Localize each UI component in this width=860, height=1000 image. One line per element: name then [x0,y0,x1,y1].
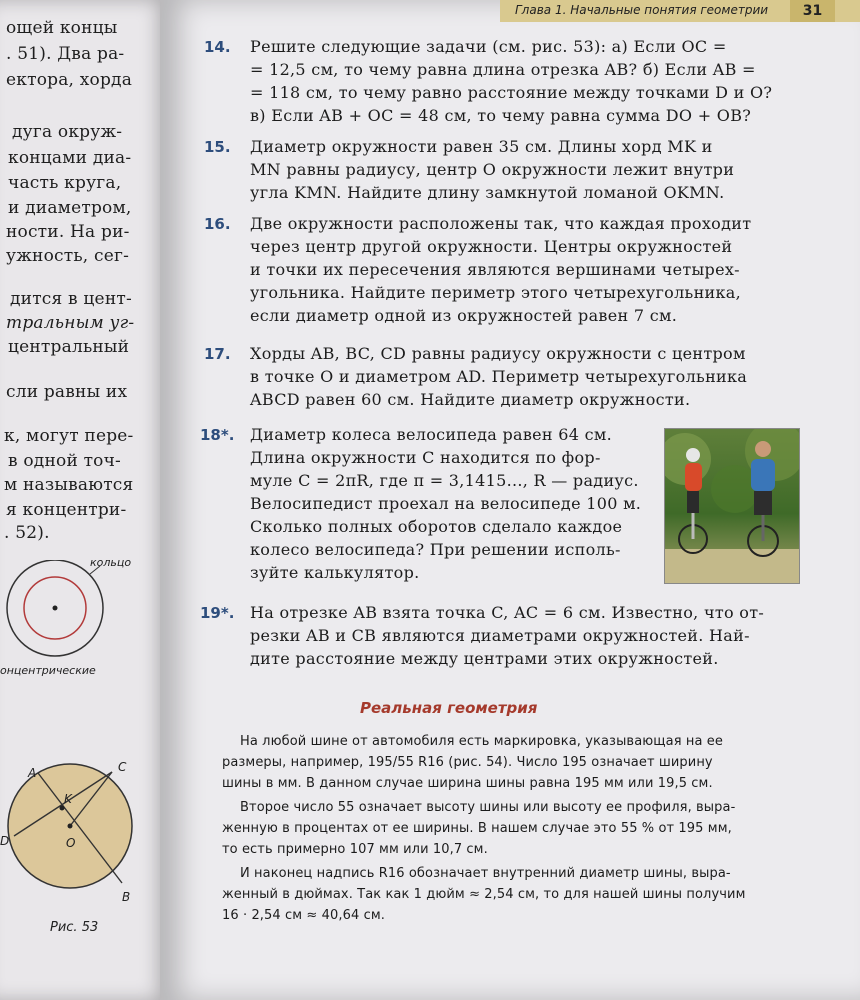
problem-number-15: 15. [204,138,231,156]
problem-18-line: Диаметр колеса велосипеда равен 64 см. [250,425,613,444]
problem-15-line: MN равны радиусу, центр O окружности лежит внутри [250,160,735,179]
left-text-line: часть круга, [8,173,122,193]
problem-number-18: 18*. [200,426,235,444]
paragraph-line: женный в дюймах. Так как 1 дюйм ≈ 2,54 см, то для нашей шины получим [222,887,746,902]
left-text-line: ужность, сег- [6,246,130,266]
left-text-line: к, могут пере- [4,426,134,446]
paragraph-line: Второе число 55 означает высоту шины или высоту ее профиля, выра- [240,800,736,815]
problem-14-line: = 118 см, то чему равно расстояние между точками D и O? [250,83,773,102]
point-label-k: K [64,792,72,806]
left-text-line: в одной точ- [8,451,121,471]
paragraph-line: шины в мм. В данном случае ширина шины равна 195 мм или 19,5 см. [222,776,713,791]
problem-14-line: = 12,5 см, то чему равна длина отрезка AB? б) Если AB = [250,60,756,79]
fig52-caption: онцентрические [0,664,96,677]
section-title: Реальная геометрия [360,699,538,717]
problem-number-16: 16. [204,215,231,233]
problem-15-line: Диаметр окружности равен 35 см. Длины хорд MK и [250,137,713,156]
left-text-line: концами диа- [8,148,132,168]
paragraph-line: На любой шине от автомобиля есть маркировка, указывающая на ее [240,734,723,749]
point-label-a: A [28,766,37,780]
left-text-line: тральным уг- [6,313,135,333]
fig53-caption: Рис. 53 [50,920,99,935]
left-text-line: и диаметром, [8,198,132,218]
left-text-line: центральный [8,337,130,357]
problem-15-line: угла KMN. Найдите длину замкнутой ломаной OKMN. [250,183,725,202]
problem-19-line: На отрезке AB взята точка C, AC = 6 см. Известно, что от- [250,603,765,622]
left-text-line: дится в цент- [10,289,132,309]
paragraph-line: женную в процентах от ее ширины. В нашем случае это 55 % от 195 мм, [222,821,732,836]
problem-18-line: Велосипедист проехал на велосипеде 100 м. [250,494,642,513]
problem-19-line: дите расстояние между центрами этих окружностей. [250,649,719,668]
left-page [0,0,172,1000]
problem-18-line: колесо велосипеда? При решении исполь- [250,540,621,559]
problem-number-14: 14. [204,38,231,56]
left-text-line: дуга окруж- [12,122,123,142]
left-text-line: ощей концы [6,18,118,38]
point-label-c: C [118,760,127,774]
paragraph-line: размеры, например, 195/55 R16 (рис. 54). Число 195 означает ширину [222,755,713,770]
left-text-line: ектора, хорда [6,70,133,90]
point-label-o: O [66,836,76,850]
paragraph-line: 16 · 2,54 см ≈ 40,64 см. [222,908,385,923]
problem-18-line: зуйте калькулятор. [250,563,420,582]
left-text-line: . 52). [4,523,50,543]
problem-14-line: в) Если AB + OC = 48 см, то чему равна сумма DO + OB? [250,106,752,125]
problem-18-line: Сколько полных оборотов сделало каждое [250,517,623,536]
problem-18-line: муле C = 2πR, где π = 3,1415..., R — радиус. [250,471,639,490]
left-text-line: м называются [4,475,134,495]
problem-number-17: 17. [204,345,231,363]
problem-16-line: и точки их пересечения являются вершинами четырех- [250,260,740,279]
paragraph-line: И наконец надпись R16 обозначает внутренний диаметр шины, выра- [240,866,731,881]
problem-17-line: ABCD равен 60 см. Найдите диаметр окружности. [250,390,691,409]
point-label-d: D [0,834,10,848]
chapter-title: Глава 1. Начальные понятия геометрии [515,3,769,17]
problem-16-line: Две окружности расположены так, что каждая проходит [250,214,752,233]
paragraph-line: то есть примерно 107 мм или 10,7 см. [222,842,488,857]
point-label-b: B [122,890,131,904]
problem-16-line: угольника. Найдите периметр этого четырехугольника, [250,283,742,302]
problem-14-line: Решите следующие задачи (см. рис. 53): а) Если OC = [250,37,727,56]
circle-chords-figure [0,760,172,910]
problem-16-line: через центр другой окружности. Центры окружностей [250,237,733,256]
ring-label: кольцо [90,556,132,569]
problem-16-line: если диаметр одной из окружностей равен 7 см. [250,306,678,325]
concentric-circles-figure [0,560,172,670]
cyclists-photo [664,428,800,584]
left-text-line: я концентри- [6,500,127,520]
problem-number-19: 19*. [200,604,235,622]
problem-19-line: резки AB и CB являются диаметрами окружностей. Най- [250,626,750,645]
right-page [160,0,860,1000]
left-text-line: . 51). Два ра- [6,44,125,64]
left-text-line: сли равны их [6,382,128,402]
left-text-line: ности. На ри- [6,222,130,242]
problem-17-line: Хорды AB, BC, CD равны радиусу окружности с центром [250,344,746,363]
problem-18-line: Длина окружности C находится по фор- [250,448,601,467]
page-number: 31 [790,0,835,22]
problem-17-line: в точке O и диаметром AD. Периметр четырехугольника [250,367,748,386]
